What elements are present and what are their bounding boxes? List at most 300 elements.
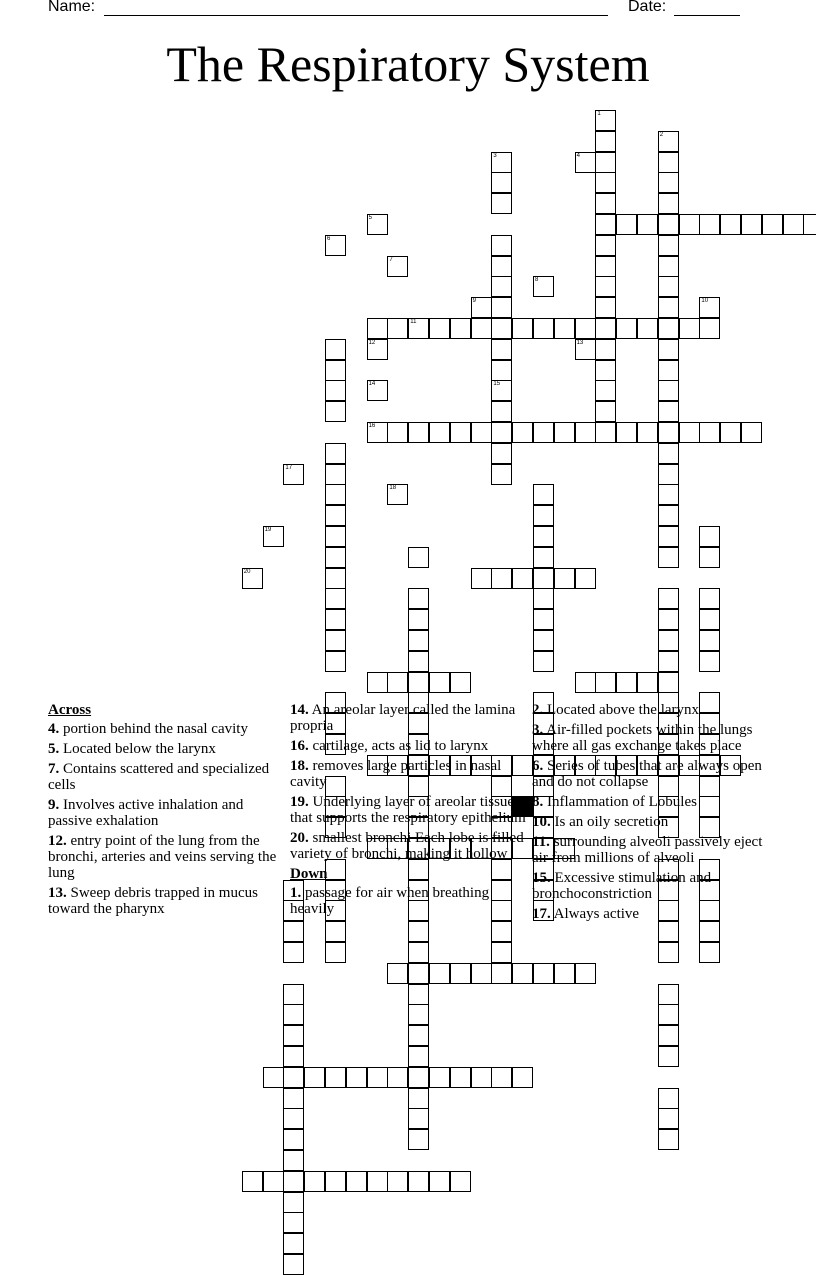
clue-number-label: 12. bbox=[48, 833, 67, 849]
grid-cell[interactable] bbox=[699, 630, 720, 651]
clue-number: 12 bbox=[368, 339, 376, 346]
grid-cell[interactable] bbox=[658, 1025, 679, 1046]
grid-cell[interactable] bbox=[325, 526, 346, 547]
grid-cell[interactable] bbox=[471, 297, 492, 318]
grid-cell[interactable] bbox=[408, 630, 429, 651]
grid-cell[interactable] bbox=[367, 672, 388, 693]
clue-number-label: 6. bbox=[532, 758, 544, 774]
grid-cell[interactable] bbox=[325, 505, 346, 526]
clue-text: Contains scattered and specialized cells bbox=[48, 761, 270, 793]
grid-cell[interactable] bbox=[408, 547, 429, 568]
grid-cell[interactable] bbox=[283, 1150, 304, 1171]
grid-cell[interactable] bbox=[637, 422, 658, 443]
clue-item bbox=[48, 721, 278, 737]
grid-cell[interactable] bbox=[554, 963, 575, 984]
grid-cell[interactable] bbox=[512, 318, 533, 339]
clue-text: Located below the larynx bbox=[59, 741, 216, 757]
clue-item bbox=[48, 761, 278, 793]
grid-cell[interactable] bbox=[491, 193, 512, 214]
grid-cell[interactable] bbox=[658, 276, 679, 297]
grid-cell[interactable] bbox=[491, 942, 512, 963]
grid-cell[interactable] bbox=[699, 651, 720, 672]
clue-number: 14 bbox=[368, 381, 376, 388]
grid-cell[interactable] bbox=[491, 339, 512, 360]
grid-cell[interactable] bbox=[387, 422, 408, 443]
grid-cell[interactable] bbox=[595, 193, 616, 214]
clue-number-label: 5. bbox=[48, 741, 60, 757]
grid-cell[interactable] bbox=[575, 318, 596, 339]
clue-item bbox=[48, 797, 278, 829]
grid-cell[interactable] bbox=[367, 339, 388, 360]
clue-item bbox=[48, 885, 278, 917]
grid-cell[interactable] bbox=[387, 1171, 408, 1192]
grid-cell[interactable] bbox=[325, 588, 346, 609]
grid-cell[interactable] bbox=[699, 609, 720, 630]
clue-item bbox=[290, 794, 526, 826]
grid-cell[interactable] bbox=[491, 235, 512, 256]
grid-cell[interactable] bbox=[429, 963, 450, 984]
clue-text: portion behind the nasal cavity bbox=[59, 721, 248, 737]
grid-cell[interactable] bbox=[595, 152, 616, 173]
clue-item bbox=[532, 702, 772, 718]
grid-cell[interactable] bbox=[658, 984, 679, 1005]
grid-cell[interactable] bbox=[429, 1067, 450, 1088]
clue-number: 9 bbox=[472, 298, 476, 305]
grid-cell[interactable] bbox=[658, 152, 679, 173]
clue-number: 7 bbox=[389, 256, 393, 263]
grid-cell[interactable] bbox=[595, 339, 616, 360]
grid-cell[interactable] bbox=[325, 464, 346, 485]
grid-cell[interactable] bbox=[491, 297, 512, 318]
grid-cell[interactable] bbox=[533, 318, 554, 339]
page-title: The Respiratory System bbox=[166, 36, 650, 92]
clue-item bbox=[532, 758, 772, 790]
grid-cell[interactable] bbox=[533, 568, 554, 589]
grid-cell[interactable] bbox=[325, 568, 346, 589]
grid-cell[interactable] bbox=[533, 484, 554, 505]
across-clue-list-continued bbox=[290, 702, 526, 862]
clues-column-3 bbox=[532, 702, 772, 926]
grid-cell[interactable] bbox=[491, 422, 512, 443]
clue-number-label: 7. bbox=[48, 761, 60, 777]
grid-cell[interactable] bbox=[346, 1067, 367, 1088]
grid-cell[interactable] bbox=[491, 380, 512, 401]
grid-cell[interactable] bbox=[491, 318, 512, 339]
grid-cell[interactable] bbox=[658, 1088, 679, 1109]
grid-cell[interactable] bbox=[741, 214, 762, 235]
grid-cell[interactable] bbox=[658, 422, 679, 443]
grid-cell[interactable] bbox=[595, 131, 616, 152]
grid-cell[interactable] bbox=[637, 672, 658, 693]
grid-cell[interactable] bbox=[408, 588, 429, 609]
grid-cell[interactable] bbox=[658, 505, 679, 526]
grid-cell[interactable] bbox=[263, 526, 284, 547]
grid-cell[interactable] bbox=[491, 443, 512, 464]
clue-number-label: 11. bbox=[532, 834, 550, 850]
clue-number: 5 bbox=[368, 215, 372, 221]
grid-cell[interactable] bbox=[803, 214, 816, 235]
grid-cell[interactable] bbox=[450, 318, 471, 339]
grid-cell[interactable] bbox=[387, 256, 408, 277]
grid-cell[interactable] bbox=[367, 318, 388, 339]
grid-cell[interactable] bbox=[283, 921, 304, 942]
grid-cell[interactable] bbox=[283, 942, 304, 963]
grid-cell[interactable] bbox=[595, 380, 616, 401]
grid-cell[interactable] bbox=[658, 1046, 679, 1067]
grid-cell[interactable] bbox=[367, 1067, 388, 1088]
grid-cell[interactable] bbox=[325, 360, 346, 381]
grid-cell[interactable] bbox=[283, 984, 304, 1005]
grid-cell[interactable] bbox=[616, 672, 637, 693]
grid-cell[interactable] bbox=[450, 672, 471, 693]
grid-cell[interactable] bbox=[450, 1067, 471, 1088]
grid-cell[interactable] bbox=[699, 526, 720, 547]
grid-cell[interactable] bbox=[658, 588, 679, 609]
grid-cell[interactable] bbox=[408, 963, 429, 984]
grid-cell[interactable] bbox=[408, 651, 429, 672]
clue-number-label: 9. bbox=[48, 797, 60, 813]
grid-cell[interactable] bbox=[450, 1171, 471, 1192]
grid-cell[interactable] bbox=[325, 401, 346, 422]
clue-number: 3 bbox=[493, 152, 497, 159]
grid-cell[interactable] bbox=[408, 672, 429, 693]
grid-cell[interactable] bbox=[658, 339, 679, 360]
grid-cell[interactable] bbox=[575, 339, 596, 360]
grid-cell[interactable] bbox=[491, 568, 512, 589]
grid-cell[interactable] bbox=[471, 1067, 492, 1088]
grid-cell[interactable] bbox=[367, 422, 388, 443]
grid-cell[interactable] bbox=[720, 214, 741, 235]
clue-item bbox=[532, 722, 772, 754]
grid-cell[interactable] bbox=[595, 672, 616, 693]
grid-cell[interactable] bbox=[408, 318, 429, 339]
grid-cell[interactable] bbox=[387, 484, 408, 505]
grid-cell[interactable] bbox=[283, 1004, 304, 1025]
grid-cell[interactable] bbox=[367, 1171, 388, 1192]
name-label: Name: bbox=[48, 0, 96, 15]
grid-cell[interactable] bbox=[699, 547, 720, 568]
grid-cell[interactable] bbox=[616, 318, 637, 339]
grid-cell[interactable] bbox=[325, 484, 346, 505]
across-heading: Across bbox=[48, 702, 92, 718]
grid-cell[interactable] bbox=[429, 422, 450, 443]
clue-item bbox=[290, 702, 526, 734]
grid-cell[interactable] bbox=[741, 422, 762, 443]
grid-cell[interactable] bbox=[471, 963, 492, 984]
grid-cell[interactable] bbox=[367, 214, 388, 235]
grid-cell[interactable] bbox=[408, 1067, 429, 1088]
clue-text: cartilage, acts as lid to larynx bbox=[308, 738, 489, 754]
grid-cell[interactable] bbox=[325, 921, 346, 942]
grid-cell[interactable] bbox=[512, 1067, 533, 1088]
grid-cell[interactable] bbox=[658, 547, 679, 568]
grid-cell[interactable] bbox=[658, 609, 679, 630]
grid-cell[interactable] bbox=[783, 214, 804, 235]
grid-cell[interactable] bbox=[595, 214, 616, 235]
grid-cell[interactable] bbox=[658, 443, 679, 464]
clue-text: Sweep debris trapped in mucus toward the pharynx bbox=[48, 885, 258, 917]
grid-cell[interactable] bbox=[616, 422, 637, 443]
clue-item bbox=[532, 794, 772, 810]
grid-cell[interactable] bbox=[263, 1067, 284, 1088]
grid-cell[interactable] bbox=[283, 1212, 304, 1233]
grid-cell[interactable] bbox=[491, 921, 512, 942]
grid-cell[interactable] bbox=[283, 1108, 304, 1129]
grid-cell[interactable] bbox=[408, 1004, 429, 1025]
grid-cell[interactable] bbox=[283, 1088, 304, 1109]
grid-cell[interactable] bbox=[533, 547, 554, 568]
grid-cell[interactable] bbox=[387, 1067, 408, 1088]
grid-cell[interactable] bbox=[283, 1192, 304, 1213]
grid-cell[interactable] bbox=[304, 1171, 325, 1192]
grid-cell[interactable] bbox=[325, 651, 346, 672]
clue-number: 16 bbox=[368, 423, 376, 429]
clue-item bbox=[48, 833, 278, 881]
grid-cell[interactable] bbox=[491, 464, 512, 485]
grid-cell[interactable] bbox=[491, 172, 512, 193]
grid-cell[interactable] bbox=[658, 235, 679, 256]
grid-cell[interactable] bbox=[325, 443, 346, 464]
clue-number: 15 bbox=[493, 381, 501, 388]
grid-cell[interactable] bbox=[408, 422, 429, 443]
grid-cell[interactable] bbox=[575, 422, 596, 443]
grid-cell[interactable] bbox=[658, 942, 679, 963]
down-heading: Down bbox=[290, 866, 328, 882]
grid-cell[interactable] bbox=[533, 651, 554, 672]
clue-text: removes large particles in nasal cavity bbox=[290, 758, 502, 790]
grid-cell[interactable] bbox=[533, 588, 554, 609]
grid-cell[interactable] bbox=[658, 318, 679, 339]
clue-number-label: 10. bbox=[532, 814, 551, 830]
grid-cell[interactable] bbox=[595, 110, 616, 131]
clue-item bbox=[532, 834, 772, 866]
grid-cell[interactable] bbox=[679, 318, 700, 339]
grid-cell[interactable] bbox=[429, 1171, 450, 1192]
grid-cell[interactable] bbox=[658, 1004, 679, 1025]
grid-cell[interactable] bbox=[242, 1171, 263, 1192]
clue-item bbox=[48, 741, 278, 757]
clue-number-label: 15. bbox=[532, 870, 551, 886]
grid-cell[interactable] bbox=[658, 380, 679, 401]
grid-cell[interactable] bbox=[658, 1108, 679, 1129]
grid-cell[interactable] bbox=[450, 422, 471, 443]
clue-number: 20 bbox=[243, 568, 251, 575]
grid-cell[interactable] bbox=[658, 214, 679, 235]
clue-text: Involves active inhalation and passive exhalation bbox=[48, 797, 244, 829]
clue-number-label: 4. bbox=[48, 721, 60, 737]
grid-cell[interactable] bbox=[679, 422, 700, 443]
clue-number-label: 2. bbox=[532, 702, 544, 718]
grid-cell[interactable] bbox=[471, 318, 492, 339]
grid-cell[interactable] bbox=[720, 422, 741, 443]
grid-cell[interactable] bbox=[346, 1171, 367, 1192]
grid-cell[interactable] bbox=[554, 568, 575, 589]
grid-cell[interactable] bbox=[408, 984, 429, 1005]
grid-cell[interactable] bbox=[658, 484, 679, 505]
grid-cell[interactable] bbox=[658, 672, 679, 693]
grid-cell[interactable] bbox=[387, 318, 408, 339]
grid-cell[interactable] bbox=[325, 547, 346, 568]
across-clue-list bbox=[48, 721, 278, 917]
grid-cell[interactable] bbox=[595, 256, 616, 277]
grid-cell[interactable] bbox=[408, 942, 429, 963]
grid-cell[interactable] bbox=[408, 609, 429, 630]
grid-cell[interactable] bbox=[367, 380, 388, 401]
grid-cell[interactable] bbox=[325, 339, 346, 360]
clue-text: Located above the larynx bbox=[543, 702, 700, 718]
clue-number: 4 bbox=[576, 152, 580, 159]
grid-cell[interactable] bbox=[679, 214, 700, 235]
grid-cell[interactable] bbox=[658, 526, 679, 547]
grid-cell[interactable] bbox=[408, 1088, 429, 1109]
grid-cell[interactable] bbox=[263, 1171, 284, 1192]
clue-number: 17 bbox=[285, 464, 293, 471]
grid-cell[interactable] bbox=[658, 464, 679, 485]
clue-item bbox=[290, 758, 526, 790]
clue-text: Inflammation of Lobules bbox=[543, 794, 697, 810]
grid-cell[interactable] bbox=[408, 1108, 429, 1129]
grid-cell[interactable] bbox=[533, 505, 554, 526]
grid-cell[interactable] bbox=[637, 318, 658, 339]
grid-cell[interactable] bbox=[283, 1171, 304, 1192]
grid-cell[interactable] bbox=[325, 380, 346, 401]
grid-cell[interactable] bbox=[325, 1067, 346, 1088]
grid-cell[interactable] bbox=[595, 297, 616, 318]
clue-number: 10 bbox=[701, 298, 709, 305]
grid-cell[interactable] bbox=[554, 422, 575, 443]
grid-cell[interactable] bbox=[325, 942, 346, 963]
grid-cell[interactable] bbox=[595, 318, 616, 339]
grid-cell[interactable] bbox=[658, 401, 679, 422]
clue-number-label: 18. bbox=[290, 758, 309, 774]
grid-cell[interactable] bbox=[762, 214, 783, 235]
grid-cell[interactable] bbox=[554, 318, 575, 339]
grid-cell[interactable] bbox=[595, 401, 616, 422]
grid-cell[interactable] bbox=[283, 1233, 304, 1254]
grid-cell[interactable] bbox=[658, 193, 679, 214]
grid-cell[interactable] bbox=[658, 172, 679, 193]
grid-cell[interactable] bbox=[512, 963, 533, 984]
grid-cell[interactable] bbox=[575, 672, 596, 693]
grid-cell[interactable] bbox=[658, 297, 679, 318]
grid-cell[interactable] bbox=[429, 672, 450, 693]
grid-cell[interactable] bbox=[283, 1129, 304, 1150]
clue-number: 11 bbox=[410, 319, 417, 325]
clue-number: 6 bbox=[327, 235, 331, 242]
grid-cell[interactable] bbox=[491, 276, 512, 297]
grid-cell[interactable] bbox=[616, 214, 637, 235]
grid-cell[interactable] bbox=[699, 422, 720, 443]
grid-cell[interactable] bbox=[304, 1067, 325, 1088]
grid-cell[interactable] bbox=[595, 276, 616, 297]
clue-number: 1 bbox=[597, 111, 601, 117]
clue-text: Series of tubes that are always open and do not collapse bbox=[532, 758, 762, 790]
grid-cell[interactable] bbox=[595, 235, 616, 256]
grid-cell[interactable] bbox=[283, 1046, 304, 1067]
clue-text: Air-filled pockets within the lungs where all gas exchange takes place bbox=[532, 722, 753, 754]
clue-text: Always active bbox=[550, 906, 640, 922]
clue-number-label: 3. bbox=[532, 722, 544, 738]
grid-cell[interactable] bbox=[325, 1171, 346, 1192]
grid-cell[interactable] bbox=[242, 568, 263, 589]
grid-cell[interactable] bbox=[658, 651, 679, 672]
grid-cell[interactable] bbox=[408, 1171, 429, 1192]
grid-cell[interactable] bbox=[637, 214, 658, 235]
grid-cell[interactable] bbox=[491, 360, 512, 381]
grid-cell[interactable] bbox=[699, 588, 720, 609]
grid-cell[interactable] bbox=[408, 921, 429, 942]
grid-cell[interactable] bbox=[533, 609, 554, 630]
grid-cell[interactable] bbox=[575, 963, 596, 984]
grid-cell[interactable] bbox=[387, 672, 408, 693]
grid-cell[interactable] bbox=[408, 1046, 429, 1067]
grid-cell[interactable] bbox=[699, 942, 720, 963]
grid-cell[interactable] bbox=[283, 464, 304, 485]
grid-cell[interactable] bbox=[575, 152, 596, 173]
grid-cell[interactable] bbox=[533, 526, 554, 547]
grid-cell[interactable] bbox=[658, 630, 679, 651]
clue-number-label: 16. bbox=[290, 738, 309, 754]
clue-text: Is an oily secretion bbox=[550, 814, 669, 830]
grid-cell[interactable] bbox=[491, 256, 512, 277]
grid-cell[interactable] bbox=[408, 1025, 429, 1046]
grid-cell[interactable] bbox=[533, 422, 554, 443]
grid-cell[interactable] bbox=[325, 630, 346, 651]
grid-cell[interactable] bbox=[595, 422, 616, 443]
grid-cell[interactable] bbox=[325, 609, 346, 630]
grid-cell[interactable] bbox=[533, 630, 554, 651]
grid-cell[interactable] bbox=[512, 422, 533, 443]
grid-cell[interactable] bbox=[491, 963, 512, 984]
grid-cell[interactable] bbox=[658, 131, 679, 152]
grid-cell[interactable] bbox=[325, 235, 346, 256]
grid-cell[interactable] bbox=[533, 963, 554, 984]
clue-item bbox=[532, 906, 772, 922]
grid-cell[interactable] bbox=[699, 318, 720, 339]
clue-text: Excessive stimulation and bronchoconstriction bbox=[532, 870, 712, 902]
grid-cell[interactable] bbox=[471, 568, 492, 589]
grid-cell[interactable] bbox=[283, 1067, 304, 1088]
grid-cell[interactable] bbox=[699, 297, 720, 318]
grid-cell[interactable] bbox=[471, 422, 492, 443]
grid-cell[interactable] bbox=[283, 1025, 304, 1046]
grid-cell[interactable] bbox=[575, 568, 596, 589]
grid-cell[interactable] bbox=[533, 276, 554, 297]
grid-cell[interactable] bbox=[595, 172, 616, 193]
grid-cell[interactable] bbox=[283, 1254, 304, 1275]
grid-cell[interactable] bbox=[699, 214, 720, 235]
grid-cell[interactable] bbox=[450, 963, 471, 984]
grid-cell[interactable] bbox=[512, 568, 533, 589]
clue-number: 2 bbox=[659, 131, 664, 138]
clue-number: 19 bbox=[264, 527, 272, 533]
clue-number-label: 19. bbox=[290, 794, 309, 810]
grid-cell[interactable] bbox=[658, 360, 679, 381]
clue-item bbox=[532, 870, 772, 902]
clue-text: entry point of the lung from the bronchi, arteries and veins serving the lung bbox=[48, 833, 277, 881]
grid-cell[interactable] bbox=[658, 1129, 679, 1150]
grid-cell[interactable] bbox=[408, 1129, 429, 1150]
grid-cell[interactable] bbox=[491, 1067, 512, 1088]
grid-cell[interactable] bbox=[595, 360, 616, 381]
grid-cell[interactable] bbox=[387, 963, 408, 984]
grid-cell[interactable] bbox=[429, 318, 450, 339]
clue-number-label: 1. bbox=[290, 885, 302, 901]
grid-cell[interactable] bbox=[491, 401, 512, 422]
grid-cell[interactable] bbox=[491, 152, 512, 173]
grid-cell[interactable] bbox=[658, 256, 679, 277]
clue-text: smallest bronchi Each lobe is filled variety of bronchi, making it hollow bbox=[290, 830, 524, 862]
